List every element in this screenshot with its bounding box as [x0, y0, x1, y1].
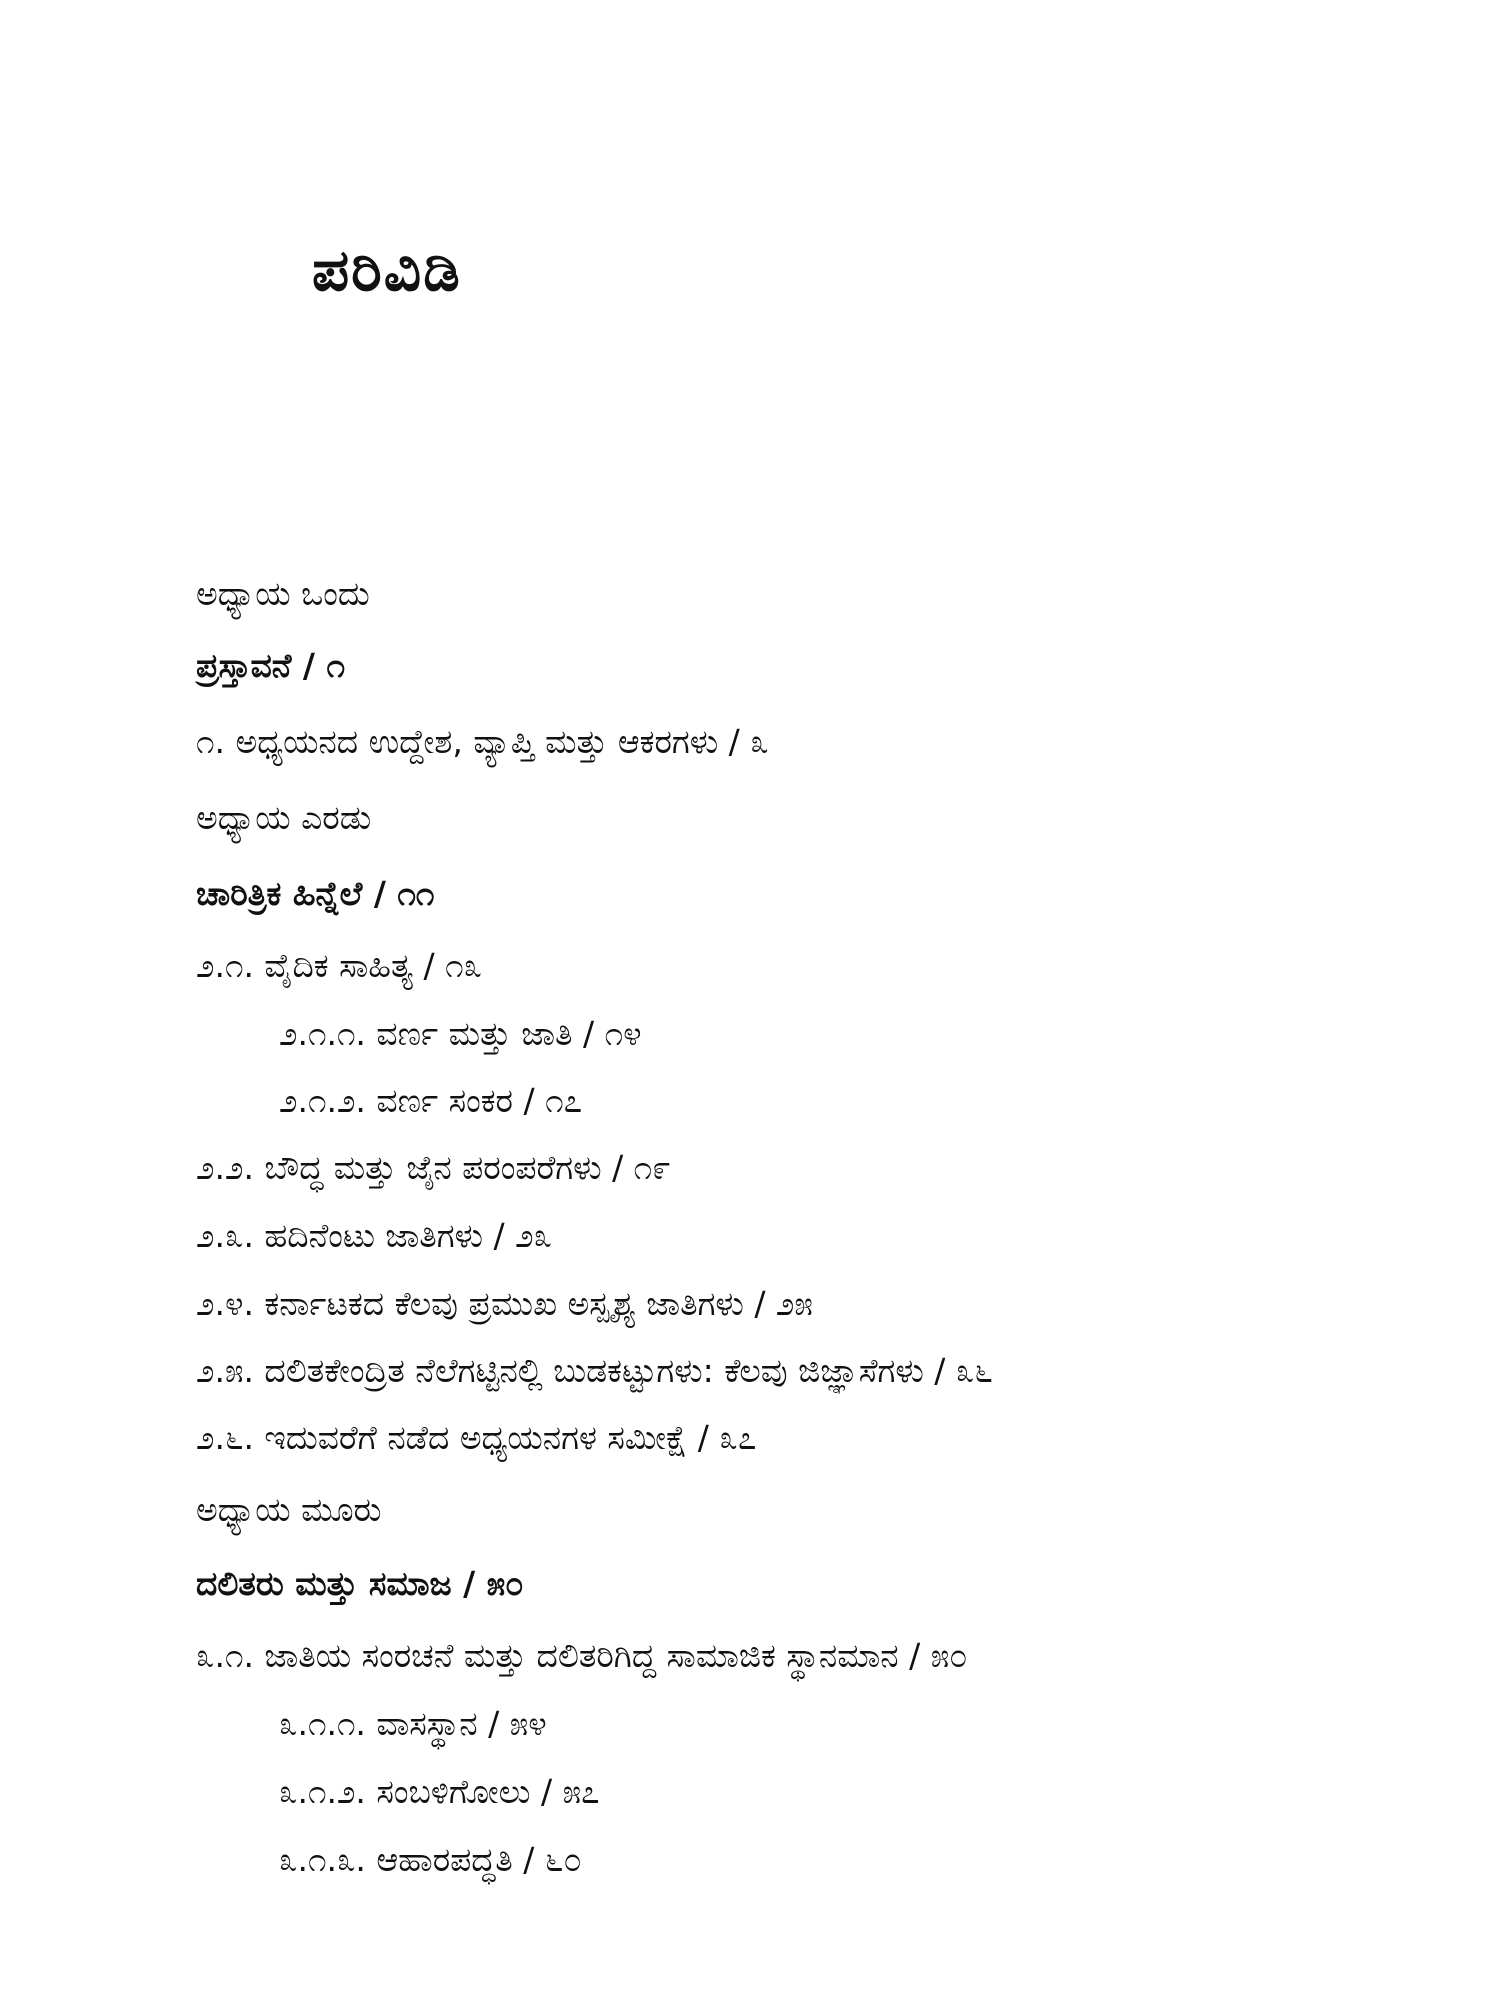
toc-entry: ೨.೬. ಇದುವರೆಗೆ ನಡೆದ ಅಧ್ಯಯನಗಳ ಸಮೀಕ್ಷೆ / ೩೭ — [196, 1418, 757, 1457]
toc-subentry: ೩.೧.೩. ಆಹಾರಪದ್ಧತಿ / ೬೦ — [279, 1840, 582, 1879]
toc-entry: ೩.೧. ಜಾತಿಯ ಸಂರಚನೆ ಮತ್ತು ದಲಿತರಿಗಿದ್ದ ಸಾಮಾಜಿಕ ಸ್ಥಾನಮಾನ / ೫೦ — [196, 1636, 968, 1675]
toc-subentry: ೨.೧.೧. ವರ್ಣ ಮತ್ತು ಜಾತಿ / ೧೪ — [279, 1014, 642, 1053]
chapter-title: ದಲಿತರು ಮತ್ತು ಸಮಾಜ / ೫೦ — [196, 1564, 524, 1603]
toc-subentry: ೩.೧.೧. ವಾಸಸ್ಥಾನ / ೫೪ — [279, 1704, 547, 1743]
chapter-label: ಅಧ್ಯಾಯ ಒಂದು — [196, 574, 370, 613]
chapter-label: ಅಧ್ಯಾಯ ಎರಡು — [196, 798, 372, 837]
chapter-title: ಚಾರಿತ್ರಿಕ ಹಿನ್ನೆಲೆ / ೧೧ — [196, 874, 435, 913]
toc-subentry: ೨.೧.೨. ವರ್ಣ ಸಂಕರ / ೧೭ — [279, 1081, 583, 1120]
toc-entry: ೨.೪. ಕರ್ನಾಟಕದ ಕೆಲವು ಪ್ರಮುಖ ಅಸ್ಪೃಶ್ಯ ಜಾತಿಗಳು / ೨೫ — [196, 1284, 813, 1323]
chapter-label: ಅಧ್ಯಾಯ ಮೂರು — [196, 1490, 382, 1529]
toc-entry: ೨.೫. ದಲಿತಕೇಂದ್ರಿತ ನೆಲೆಗಟ್ಟಿನಲ್ಲಿ ಬುಡಕಟ್ಟುಗಳು: ಕೆಲವು ಜಿಜ್ಞಾಸೆಗಳು / ೩೬ — [196, 1351, 993, 1390]
toc-entry: ೨.೧. ವೈದಿಕ ಸಾಹಿತ್ಯ / ೧೩ — [196, 946, 483, 985]
toc-entry: ೧. ಅಧ್ಯಯನದ ಉದ್ದೇಶ, ವ್ಯಾಪ್ತಿ ಮತ್ತು ಆಕರಗಳು / ೩ — [196, 722, 769, 761]
page-title: ಪರಿವಿಡಿ — [312, 236, 462, 304]
toc-entry: ೨.೩. ಹದಿನೆಂಟು ಜಾತಿಗಳು / ೨೩ — [196, 1216, 553, 1255]
toc-entry: ೨.೨. ಬೌದ್ಧ ಮತ್ತು ಜೈನ ಪರಂಪರೆಗಳು / ೧೯ — [196, 1148, 671, 1187]
toc-subentry: ೩.೧.೨. ಸಂಬಳಿಗೋಲು / ೫೭ — [279, 1772, 600, 1811]
chapter-title: ಪ್ರಸ್ತಾವನೆ / ೧ — [196, 646, 345, 685]
